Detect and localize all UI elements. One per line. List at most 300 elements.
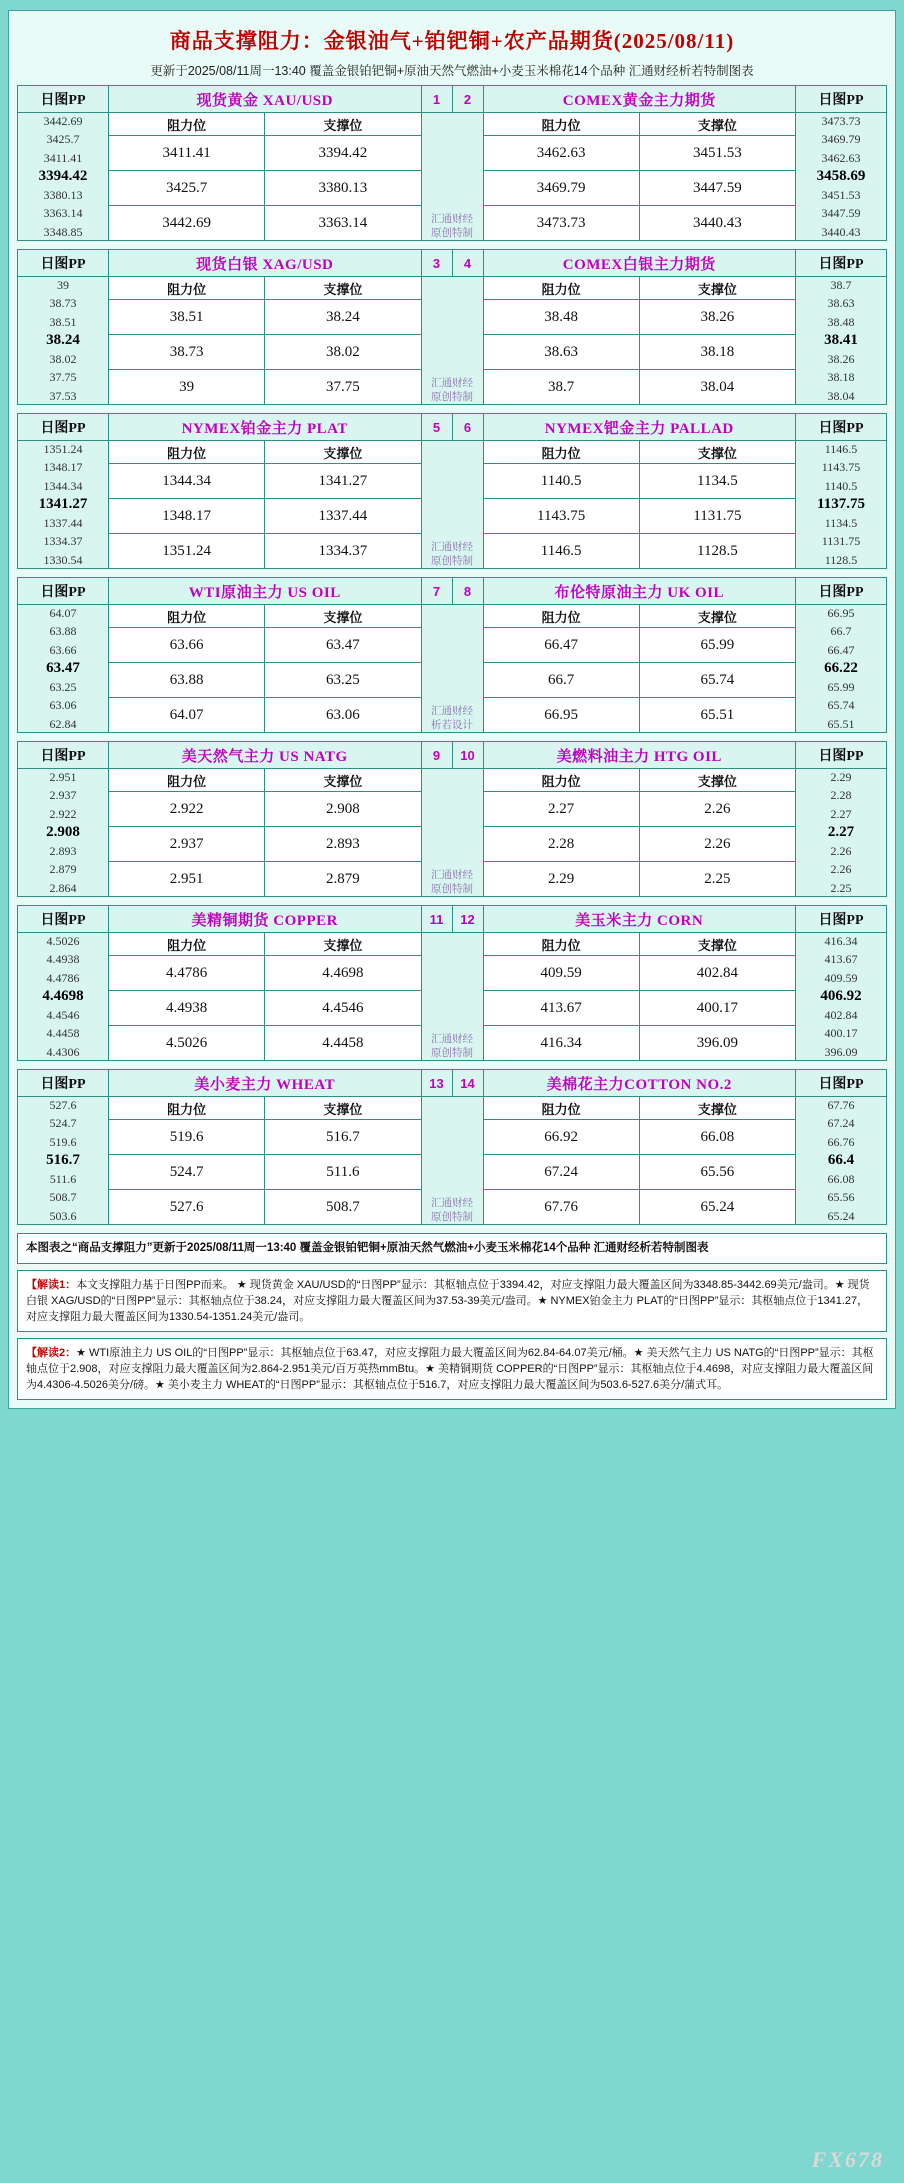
pp-level: 2.28	[830, 788, 852, 802]
watermark-line: 原创特制	[431, 555, 473, 567]
pp-level: 503.6	[49, 1208, 77, 1223]
support-value-right: 2.25	[639, 862, 795, 897]
pp-level: 2.879	[49, 862, 77, 876]
resistance-value-right: 38.7	[483, 370, 639, 405]
pp-level: 38.02	[49, 351, 77, 366]
pp-level: 1348.17	[43, 460, 83, 474]
pp-header-right: 日图PP	[796, 414, 887, 441]
resistance-value-right: 2.29	[483, 862, 639, 897]
pivot-points-column-[object Object]	[796, 441, 887, 569]
pp-level: 66.95	[827, 605, 855, 620]
watermark-line: 汇通财经	[431, 541, 473, 553]
pp-level: 4.4938	[46, 952, 80, 966]
pivot-value: 63.47	[46, 660, 80, 676]
watermark-line: 汇通财经	[431, 1197, 473, 1209]
support-value-left: 516.7	[265, 1120, 421, 1155]
support-value-left: 3363.14	[265, 206, 421, 241]
resistance-value-right: 38.63	[483, 335, 639, 370]
support-value-right: 66.08	[639, 1120, 795, 1155]
pp-level: 63.88	[49, 624, 77, 638]
pp-header-left: 日图PP	[18, 1070, 109, 1097]
pivot-value: 4.4698	[42, 988, 84, 1004]
pp-level: 66.08	[827, 1171, 855, 1186]
pp-header-left: 日图PP	[18, 250, 109, 277]
pp-level: 4.4306	[46, 1044, 80, 1059]
resistance-header-right: 阻力位	[483, 277, 639, 300]
support-header-right: 支撑位	[639, 769, 795, 792]
pp-level: 63.06	[49, 698, 77, 712]
support-value-right: 65.51	[639, 698, 795, 733]
pivot-points-column-[object Object]	[18, 769, 109, 897]
resistance-header-left: 阻力位	[109, 605, 265, 628]
instrument-index-right: 6	[452, 414, 483, 441]
note-1	[17, 1270, 887, 1332]
support-value-left: 2.879	[265, 862, 421, 897]
pp-level: 3462.63	[821, 150, 861, 165]
instrument-index-right: 14	[452, 1070, 483, 1097]
pivot-points-column-[object Object]	[18, 605, 109, 733]
support-value-right: 65.24	[639, 1190, 795, 1225]
support-value-left: 38.24	[265, 300, 421, 335]
instrument-name-left: 现货黄金 XAU/USD	[109, 86, 422, 113]
pp-header-left: 日图PP	[18, 906, 109, 933]
pp-level: 38.04	[827, 388, 855, 403]
support-value-left: 1337.44	[265, 499, 421, 534]
resistance-value-right: 38.48	[483, 300, 639, 335]
resistance-value-right: 3462.63	[483, 136, 639, 171]
pp-level: 38.51	[49, 314, 77, 329]
resistance-value-left: 38.51	[109, 300, 265, 335]
support-value-right: 1131.75	[639, 499, 795, 534]
resistance-header-right: 阻力位	[483, 441, 639, 464]
pp-level: 65.24	[827, 1208, 855, 1223]
pp-level: 413.67	[824, 952, 858, 966]
resistance-value-left: 4.5026	[109, 1026, 265, 1061]
support-header-right: 支撑位	[639, 1097, 795, 1120]
instrument-name-right: 美燃料油主力 HTG OIL	[483, 742, 796, 769]
watermark-line: 原创特制	[431, 1211, 473, 1223]
pivot-value: 2.908	[46, 824, 80, 840]
pp-level: 2.29	[830, 769, 852, 784]
resistance-value-left: 1351.24	[109, 534, 265, 569]
pp-level: 62.84	[49, 716, 77, 731]
pp-level: 1351.24	[43, 441, 83, 456]
resistance-value-right: 3473.73	[483, 206, 639, 241]
pp-level: 402.84	[824, 1007, 858, 1022]
resistance-value-right: 1140.5	[483, 464, 639, 499]
pp-level: 1134.5	[824, 515, 858, 530]
pp-level: 508.7	[49, 1190, 77, 1204]
pp-level: 4.4458	[46, 1026, 80, 1040]
resistance-value-left: 63.88	[109, 663, 265, 698]
resistance-header-right: 阻力位	[483, 933, 639, 956]
pp-level: 66.7	[830, 624, 852, 638]
support-value-right: 402.84	[639, 956, 795, 991]
pp-level: 67.76	[827, 1097, 855, 1112]
pivot-value: 66.22	[824, 660, 858, 676]
pp-level: 37.53	[49, 388, 77, 403]
watermark-line: 原创特制	[431, 227, 473, 239]
pp-level: 3380.13	[43, 187, 83, 202]
pp-header-right: 日图PP	[796, 250, 887, 277]
watermark-cell	[421, 277, 483, 405]
pp-level: 65.51	[827, 716, 855, 731]
pivot-points-column-[object Object]	[796, 1097, 887, 1225]
pp-level: 524.7	[49, 1116, 77, 1130]
pivot-points-column-[object Object]	[796, 933, 887, 1061]
pp-header-right: 日图PP	[796, 1070, 887, 1097]
pp-level: 2.951	[49, 769, 77, 784]
resistance-value-left: 2.937	[109, 827, 265, 862]
watermark-line: 原创特制	[431, 883, 473, 895]
instrument-index-right: 2	[452, 86, 483, 113]
blocks-container	[17, 85, 887, 1225]
pp-level: 2.27	[830, 806, 852, 821]
support-value-left: 63.25	[265, 663, 421, 698]
pp-level: 527.6	[49, 1097, 77, 1112]
pp-level: 38.63	[827, 296, 855, 310]
pp-level: 511.6	[49, 1171, 77, 1186]
note-2-title: 【解读2：	[26, 1347, 77, 1359]
pp-level: 4.4546	[46, 1007, 80, 1022]
resistance-value-right: 2.27	[483, 792, 639, 827]
support-header-left: 支撑位	[265, 605, 421, 628]
pp-level: 66.76	[827, 1134, 855, 1149]
instrument-index-left: 11	[421, 906, 452, 933]
pp-header-left: 日图PP	[18, 578, 109, 605]
pp-level: 3469.79	[821, 132, 861, 146]
watermark-line: 原创特制	[431, 1047, 473, 1059]
instrument-block	[17, 905, 887, 1061]
brand-watermark: FX678	[811, 2147, 884, 2172]
pp-level: 63.66	[49, 642, 77, 657]
resistance-header-right: 阻力位	[483, 605, 639, 628]
support-value-right: 3440.43	[639, 206, 795, 241]
instrument-block	[17, 577, 887, 733]
pp-level: 3473.73	[821, 113, 861, 128]
watermark-cell	[421, 1097, 483, 1225]
support-value-left: 38.02	[265, 335, 421, 370]
resistance-value-right: 413.67	[483, 991, 639, 1026]
footer-summary	[17, 1233, 887, 1264]
watermark-line: 汇通财经	[431, 377, 473, 389]
pp-level: 409.59	[824, 970, 858, 985]
support-header-left: 支撑位	[265, 933, 421, 956]
pivot-points-column-[object Object]	[18, 441, 109, 569]
support-value-left: 2.908	[265, 792, 421, 827]
pp-level: 2.26	[830, 862, 852, 876]
resistance-value-right: 66.47	[483, 628, 639, 663]
pp-level: 1140.5	[824, 478, 858, 493]
support-value-left: 511.6	[265, 1155, 421, 1190]
resistance-value-right: 409.59	[483, 956, 639, 991]
footer-summary-text: 本图表之“商品支撑阻力”更新于2025/08/11周一13:40 覆盖金银铂钯铜+原油天然气燃油+小麦玉米棉花14个品种 汇通财经析若特制图表	[26, 1242, 709, 1254]
resistance-value-left: 3411.41	[109, 136, 265, 171]
instrument-name-left: 美天然气主力 US NATG	[109, 742, 422, 769]
resistance-value-right: 3469.79	[483, 171, 639, 206]
resistance-value-right: 66.95	[483, 698, 639, 733]
support-header-left: 支撑位	[265, 1097, 421, 1120]
pivot-points-column-[object Object]	[796, 113, 887, 241]
pivot-points-column-[object Object]	[18, 277, 109, 405]
resistance-value-left: 3442.69	[109, 206, 265, 241]
resistance-header-left: 阻力位	[109, 1097, 265, 1120]
support-value-right: 65.74	[639, 663, 795, 698]
support-header-right: 支撑位	[639, 933, 795, 956]
pp-level: 400.17	[824, 1026, 858, 1040]
report-sheet	[8, 10, 896, 1409]
support-value-right: 2.26	[639, 792, 795, 827]
pp-level: 38.26	[827, 351, 855, 366]
resistance-value-right: 2.28	[483, 827, 639, 862]
instrument-index-left: 3	[421, 250, 452, 277]
instrument-name-right: 美棉花主力COTTON NO.2	[483, 1070, 796, 1097]
pp-level: 67.24	[827, 1116, 855, 1130]
resistance-value-left: 1348.17	[109, 499, 265, 534]
pp-level: 65.56	[827, 1190, 855, 1204]
pivot-points-column-[object Object]	[18, 933, 109, 1061]
pp-level: 2.937	[49, 788, 77, 802]
watermark-cell	[421, 113, 483, 241]
pp-header-left: 日图PP	[18, 742, 109, 769]
instrument-block	[17, 1069, 887, 1225]
support-value-right: 38.26	[639, 300, 795, 335]
pp-level: 38.73	[49, 296, 77, 310]
pp-level: 1131.75	[821, 534, 861, 548]
pivot-value: 406.92	[820, 988, 862, 1004]
pp-header-right: 日图PP	[796, 742, 887, 769]
support-header-left: 支撑位	[265, 769, 421, 792]
watermark-line: 汇通财经	[431, 213, 473, 225]
resistance-value-right: 66.7	[483, 663, 639, 698]
instrument-name-right: NYMEX钯金主力 PALLAD	[483, 414, 796, 441]
support-header-left: 支撑位	[265, 113, 421, 136]
resistance-value-left: 4.4786	[109, 956, 265, 991]
pp-level: 1143.75	[821, 460, 861, 474]
resistance-header-right: 阻力位	[483, 113, 639, 136]
watermark-line: 析若设计	[431, 719, 473, 731]
pivot-points-column-[object Object]	[796, 769, 887, 897]
instrument-index-right: 10	[452, 742, 483, 769]
support-value-right: 1128.5	[639, 534, 795, 569]
pp-level: 38.18	[827, 370, 855, 384]
support-value-right: 38.18	[639, 335, 795, 370]
resistance-value-left: 39	[109, 370, 265, 405]
pp-level: 2.922	[49, 806, 77, 821]
pp-level: 37.75	[49, 370, 77, 384]
support-value-left: 508.7	[265, 1190, 421, 1225]
instrument-name-left: WTI原油主力 US OIL	[109, 578, 422, 605]
instrument-index-right: 4	[452, 250, 483, 277]
pp-header-right: 日图PP	[796, 86, 887, 113]
resistance-value-right: 416.34	[483, 1026, 639, 1061]
pivot-value: 3394.42	[38, 168, 88, 184]
pp-level: 416.34	[824, 933, 858, 948]
support-value-left: 63.47	[265, 628, 421, 663]
instrument-index-right: 12	[452, 906, 483, 933]
resistance-value-left: 519.6	[109, 1120, 265, 1155]
note-2	[17, 1338, 887, 1400]
pp-level: 38.48	[827, 314, 855, 329]
support-header-right: 支撑位	[639, 441, 795, 464]
note-1-text: 本文支撑阻力基于日图PP而来。 ★ 现货黄金 XAU/USD的“日图PP”显示：其枢轴点位于3394.42，对应支撑阻力最大覆盖区间为3348.85-3442.69美元/盎司。★ 现货白银 XAG/USD的“日图PP”显示：其枢轴点位于38.24，对应支撑阻力最大覆盖区间为37.53-39美元/盎司。★ NYMEX铂金主力 PLAT的“日图PP”显示：其枢轴点位于1341.27，对应支撑阻力最大覆盖区间为1330.54-1351.24美元/盎司。	[26, 1279, 870, 1323]
support-header-right: 支撑位	[639, 605, 795, 628]
watermark-cell	[421, 933, 483, 1061]
support-value-left: 1341.27	[265, 464, 421, 499]
pp-level: 2.864	[49, 880, 77, 895]
support-value-right: 38.04	[639, 370, 795, 405]
resistance-header-left: 阻力位	[109, 441, 265, 464]
note-2-text: ★ WTI原油主力 US OIL的“日图PP”显示：其枢轴点位于63.47，对应支撑阻力最大覆盖区间为62.84-64.07美元/桶。★ 美天然气主力 US NATG的“日图PP”显示：其枢轴点位于2.908，对应支撑阻力最大覆盖区间为2.864-2.951美元/百万英热mmBtu。★ 美精铜期货 COPPER的“日图PP”显示：其枢轴点位于4.4698，对应支撑阻力最大覆盖区间为4.4306-4.5026美分/磅。★ 美小麦主力 WHEAT的“日图PP”显示：其枢轴点位于516.7，对应支撑阻力最大覆盖区间为503.6-527.6美分/蒲式耳。	[26, 1347, 874, 1391]
support-value-right: 65.56	[639, 1155, 795, 1190]
pp-level: 1330.54	[43, 552, 83, 567]
pp-level: 65.74	[827, 698, 855, 712]
pp-level: 66.47	[827, 642, 855, 657]
pp-header-left: 日图PP	[18, 86, 109, 113]
support-value-left: 37.75	[265, 370, 421, 405]
resistance-value-left: 64.07	[109, 698, 265, 733]
pp-level: 1344.34	[43, 478, 83, 493]
instrument-name-left: 美精铜期货 COPPER	[109, 906, 422, 933]
support-value-left: 4.4458	[265, 1026, 421, 1061]
support-value-right: 396.09	[639, 1026, 795, 1061]
pp-level: 3447.59	[821, 206, 861, 220]
pp-header-right: 日图PP	[796, 578, 887, 605]
note-1-title: 【解读1：	[26, 1279, 77, 1291]
pp-level: 3411.41	[43, 150, 83, 165]
page-title: 商品支撑阻力：金银油气+铂钯铜+农产品期货(2025/08/11)	[169, 29, 735, 53]
support-value-right: 3447.59	[639, 171, 795, 206]
instrument-index-left: 7	[421, 578, 452, 605]
resistance-value-left: 527.6	[109, 1190, 265, 1225]
pp-level: 63.25	[49, 679, 77, 694]
pp-level: 3442.69	[43, 113, 83, 128]
pivot-value: 516.7	[46, 1152, 80, 1168]
instrument-name-right: COMEX黄金主力期货	[483, 86, 796, 113]
instrument-block	[17, 249, 887, 405]
pivot-value: 38.24	[46, 332, 80, 348]
pivot-value: 1137.75	[817, 496, 865, 512]
resistance-value-right: 66.92	[483, 1120, 639, 1155]
pp-level: 4.4786	[46, 970, 80, 985]
pp-level: 1337.44	[43, 515, 83, 530]
watermark-line: 汇通财经	[431, 705, 473, 717]
instrument-index-left: 5	[421, 414, 452, 441]
support-value-left: 2.893	[265, 827, 421, 862]
pivot-points-column-[object Object]	[796, 605, 887, 733]
pivot-value: 38.41	[824, 332, 858, 348]
resistance-value-left: 2.922	[109, 792, 265, 827]
instrument-block	[17, 741, 887, 897]
resistance-value-left: 1344.34	[109, 464, 265, 499]
watermark-cell	[421, 441, 483, 569]
pp-level: 3363.14	[43, 206, 83, 220]
pivot-value: 66.4	[827, 1152, 855, 1168]
resistance-header-left: 阻力位	[109, 277, 265, 300]
pp-level: 2.26	[830, 843, 852, 858]
instrument-index-right: 8	[452, 578, 483, 605]
support-value-left: 3380.13	[265, 171, 421, 206]
instrument-name-right: 布伦特原油主力 UK OIL	[483, 578, 796, 605]
pivot-value: 2.27	[827, 824, 855, 840]
support-value-left: 4.4698	[265, 956, 421, 991]
resistance-value-left: 63.66	[109, 628, 265, 663]
resistance-value-right: 67.76	[483, 1190, 639, 1225]
support-value-right: 65.99	[639, 628, 795, 663]
support-value-right: 2.26	[639, 827, 795, 862]
instrument-block	[17, 85, 887, 241]
support-value-left: 63.06	[265, 698, 421, 733]
instrument-name-right: COMEX白银主力期货	[483, 250, 796, 277]
watermark-cell	[421, 605, 483, 733]
pp-header-left: 日图PP	[18, 414, 109, 441]
pp-level: 2.25	[830, 880, 852, 895]
watermark-line: 汇通财经	[431, 1033, 473, 1045]
support-value-right: 400.17	[639, 991, 795, 1026]
support-value-left: 1334.37	[265, 534, 421, 569]
pp-level: 1146.5	[824, 441, 858, 456]
resistance-header-right: 阻力位	[483, 1097, 639, 1120]
resistance-value-right: 1146.5	[483, 534, 639, 569]
resistance-value-left: 4.4938	[109, 991, 265, 1026]
resistance-value-left: 3425.7	[109, 171, 265, 206]
support-value-left: 3394.42	[265, 136, 421, 171]
pp-level: 519.6	[49, 1134, 77, 1149]
resistance-value-left: 38.73	[109, 335, 265, 370]
pp-level: 2.893	[49, 843, 77, 858]
watermark-line: 原创特制	[431, 391, 473, 403]
support-value-left: 4.4546	[265, 991, 421, 1026]
pp-level: 396.09	[824, 1044, 858, 1059]
watermark-line: 汇通财经	[431, 869, 473, 881]
pivot-value: 3458.69	[816, 168, 866, 184]
instrument-index-left: 13	[421, 1070, 452, 1097]
instrument-index-left: 1	[421, 86, 452, 113]
instrument-index-left: 9	[421, 742, 452, 769]
watermark-cell	[421, 769, 483, 897]
support-header-right: 支撑位	[639, 277, 795, 300]
support-header-right: 支撑位	[639, 113, 795, 136]
pp-level: 1334.37	[43, 534, 83, 548]
instrument-name-left: 美小麦主力 WHEAT	[109, 1070, 422, 1097]
pp-level: 3425.7	[46, 132, 80, 146]
support-header-left: 支撑位	[265, 277, 421, 300]
support-header-left: 支撑位	[265, 441, 421, 464]
resistance-header-left: 阻力位	[109, 769, 265, 792]
pp-level: 39	[57, 277, 69, 292]
support-value-right: 1134.5	[639, 464, 795, 499]
instrument-block	[17, 413, 887, 569]
pivot-points-column-[object Object]	[18, 1097, 109, 1225]
resistance-value-right: 67.24	[483, 1155, 639, 1190]
resistance-header-left: 阻力位	[109, 113, 265, 136]
resistance-value-left: 524.7	[109, 1155, 265, 1190]
page-subtitle: 更新于2025/08/11周一13:40 覆盖金银铂钯铜+原油天然气燃油+小麦玉米棉花14个品种 汇通财经析若特制图表	[150, 64, 754, 78]
pp-level: 38.7	[830, 277, 852, 292]
pp-level: 1128.5	[824, 552, 858, 567]
pp-level: 3440.43	[821, 224, 861, 239]
pp-header-right: 日图PP	[796, 906, 887, 933]
pivot-points-column-[object Object]	[18, 113, 109, 241]
instrument-name-left: NYMEX铂金主力 PLAT	[109, 414, 422, 441]
pp-level: 3451.53	[821, 187, 861, 202]
instrument-name-left: 现货白银 XAG/USD	[109, 250, 422, 277]
instrument-name-right: 美玉米主力 CORN	[483, 906, 796, 933]
resistance-header-left: 阻力位	[109, 933, 265, 956]
support-value-right: 3451.53	[639, 136, 795, 171]
resistance-header-right: 阻力位	[483, 769, 639, 792]
resistance-value-left: 2.951	[109, 862, 265, 897]
